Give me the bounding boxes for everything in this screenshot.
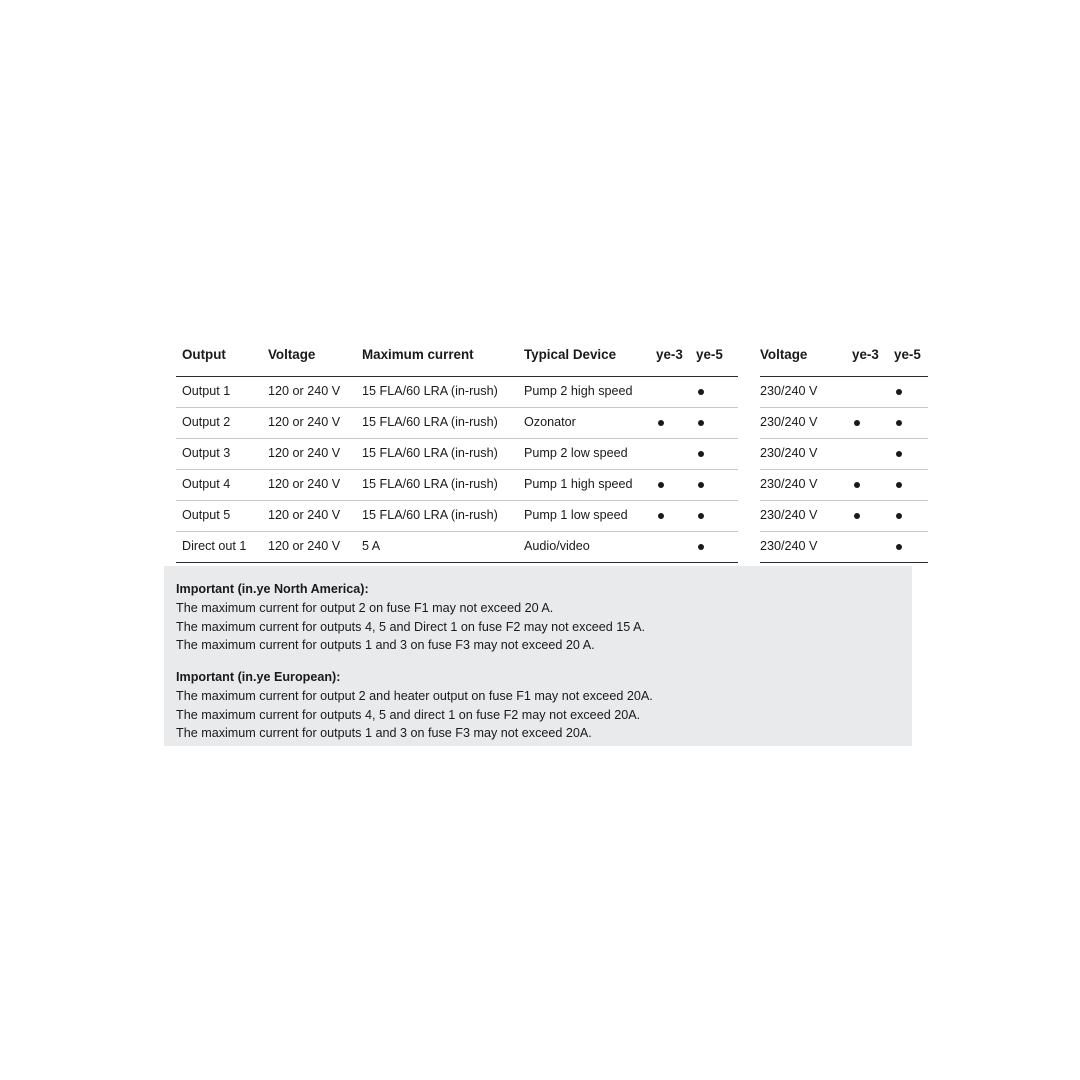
cell-ye5-european-marker [894, 408, 928, 439]
cell-ye5-marker [696, 532, 738, 563]
cell-voltage-european: 230/240 V [760, 439, 852, 470]
column-spacer [738, 340, 760, 377]
cell-ye3-marker [656, 377, 696, 408]
column-header-output: Output [176, 340, 268, 377]
cell-ye5-european-marker [894, 470, 928, 501]
bullet-dot-icon [896, 482, 902, 488]
bullet-dot-icon [896, 389, 902, 395]
cell-voltage-european: 230/240 V [760, 532, 852, 563]
cell-typical-device: Ozonator [524, 408, 656, 439]
cell-voltage-european: 230/240 V [760, 470, 852, 501]
cell-voltage: 120 or 240 V [268, 377, 362, 408]
specification-table-container [176, 340, 921, 563]
cell-voltage: 120 or 240 V [268, 408, 362, 439]
table-body [176, 377, 928, 563]
bullet-dot-icon [896, 451, 902, 457]
cell-ye5-marker [696, 439, 738, 470]
cell-output: Output 2 [176, 408, 268, 439]
cell-ye3-european-marker [852, 532, 894, 563]
table-row [176, 439, 928, 470]
column-spacer [738, 439, 760, 470]
cell-ye5-marker [696, 377, 738, 408]
cell-output: Output 4 [176, 470, 268, 501]
output-specification-table [176, 340, 928, 563]
bullet-dot-icon [698, 544, 704, 550]
cell-maximum-current: 15 FLA/60 LRA (in-rush) [362, 470, 524, 501]
cell-ye5-marker [696, 408, 738, 439]
bullet-dot-icon [658, 420, 664, 426]
cell-ye3-european-marker [852, 501, 894, 532]
column-header-voltage-european: Voltage [760, 340, 852, 377]
note-line: The maximum current for outputs 1 and 3 on fuse F3 may not exceed 20A. [176, 725, 592, 740]
note-title-european: Important (in.ye European): [176, 670, 341, 684]
cell-voltage: 120 or 240 V [268, 532, 362, 563]
bullet-dot-icon [698, 482, 704, 488]
cell-ye5-european-marker [894, 439, 928, 470]
cell-ye3-marker [656, 408, 696, 439]
column-header-voltage: Voltage [268, 340, 362, 377]
cell-maximum-current: 15 FLA/60 LRA (in-rush) [362, 377, 524, 408]
cell-maximum-current: 5 A [362, 532, 524, 563]
bullet-dot-icon [698, 513, 704, 519]
cell-maximum-current: 15 FLA/60 LRA (in-rush) [362, 439, 524, 470]
note-line: The maximum current for output 2 on fuse F1 may not exceed 20 A. [176, 601, 554, 616]
note-title-north-america: Important (in.ye North America): [176, 582, 369, 596]
table-row [176, 408, 928, 439]
cell-voltage-european: 230/240 V [760, 501, 852, 532]
note-line: The maximum current for outputs 4, 5 and direct 1 on fuse F2 may not exceed 20A. [176, 707, 641, 722]
cell-typical-device: Pump 2 high speed [524, 377, 656, 408]
cell-voltage: 120 or 240 V [268, 470, 362, 501]
column-header-maximum-current: Maximum current [362, 340, 524, 377]
cell-ye5-marker [696, 470, 738, 501]
bullet-dot-icon [698, 451, 704, 457]
cell-ye3-marker [656, 470, 696, 501]
cell-maximum-current: 15 FLA/60 LRA (in-rush) [362, 408, 524, 439]
table-row [176, 532, 928, 563]
cell-voltage: 120 or 240 V [268, 501, 362, 532]
note-group-north-america [176, 580, 896, 654]
table-header-row [176, 340, 928, 377]
note-line: The maximum current for output 2 and heater output on fuse F1 may not exceed 20A. [176, 689, 653, 704]
cell-output: Direct out 1 [176, 532, 268, 563]
column-header-typical-device: Typical Device [524, 340, 656, 377]
bullet-dot-icon [698, 389, 704, 395]
bullet-dot-icon [896, 544, 902, 550]
cell-ye5-european-marker [894, 501, 928, 532]
cell-voltage: 120 or 240 V [268, 439, 362, 470]
cell-ye3-marker [656, 439, 696, 470]
column-spacer [738, 532, 760, 563]
note-line: The maximum current for outputs 1 and 3 on fuse F3 may not exceed 20 A. [176, 637, 595, 652]
bullet-dot-icon [854, 420, 860, 426]
cell-typical-device: Pump 1 high speed [524, 470, 656, 501]
column-spacer [738, 408, 760, 439]
cell-ye3-european-marker [852, 408, 894, 439]
cell-ye3-european-marker [852, 470, 894, 501]
table-row [176, 377, 928, 408]
cell-voltage-european: 230/240 V [760, 377, 852, 408]
cell-ye3-european-marker [852, 439, 894, 470]
cell-ye3-marker [656, 532, 696, 563]
bullet-dot-icon [854, 482, 860, 488]
note-group-european [176, 668, 896, 742]
cell-output: Output 3 [176, 439, 268, 470]
bullet-dot-icon [896, 420, 902, 426]
column-header-ye5: ye-5 [696, 340, 738, 377]
cell-ye3-european-marker [852, 377, 894, 408]
column-header-ye3: ye-3 [656, 340, 696, 377]
cell-ye5-european-marker [894, 377, 928, 408]
column-spacer [738, 470, 760, 501]
table-header [176, 340, 928, 377]
bullet-dot-icon [896, 513, 902, 519]
cell-typical-device: Audio/video [524, 532, 656, 563]
cell-typical-device: Pump 2 low speed [524, 439, 656, 470]
cell-typical-device: Pump 1 low speed [524, 501, 656, 532]
column-header-ye3-european: ye-3 [852, 340, 894, 377]
bullet-dot-icon [854, 513, 860, 519]
column-header-ye5-european: ye-5 [894, 340, 928, 377]
cell-maximum-current: 15 FLA/60 LRA (in-rush) [362, 501, 524, 532]
bullet-dot-icon [658, 513, 664, 519]
column-spacer [738, 377, 760, 408]
bullet-dot-icon [658, 482, 664, 488]
note-line: The maximum current for outputs 4, 5 and Direct 1 on fuse F2 may not exceed 15 A. [176, 619, 645, 634]
bullet-dot-icon [698, 420, 704, 426]
table-row [176, 501, 928, 532]
column-spacer [738, 501, 760, 532]
cell-ye5-european-marker [894, 532, 928, 563]
cell-ye5-marker [696, 501, 738, 532]
important-notes-panel [164, 566, 912, 746]
cell-output: Output 5 [176, 501, 268, 532]
cell-voltage-european: 230/240 V [760, 408, 852, 439]
table-row [176, 470, 928, 501]
cell-ye3-marker [656, 501, 696, 532]
cell-output: Output 1 [176, 377, 268, 408]
